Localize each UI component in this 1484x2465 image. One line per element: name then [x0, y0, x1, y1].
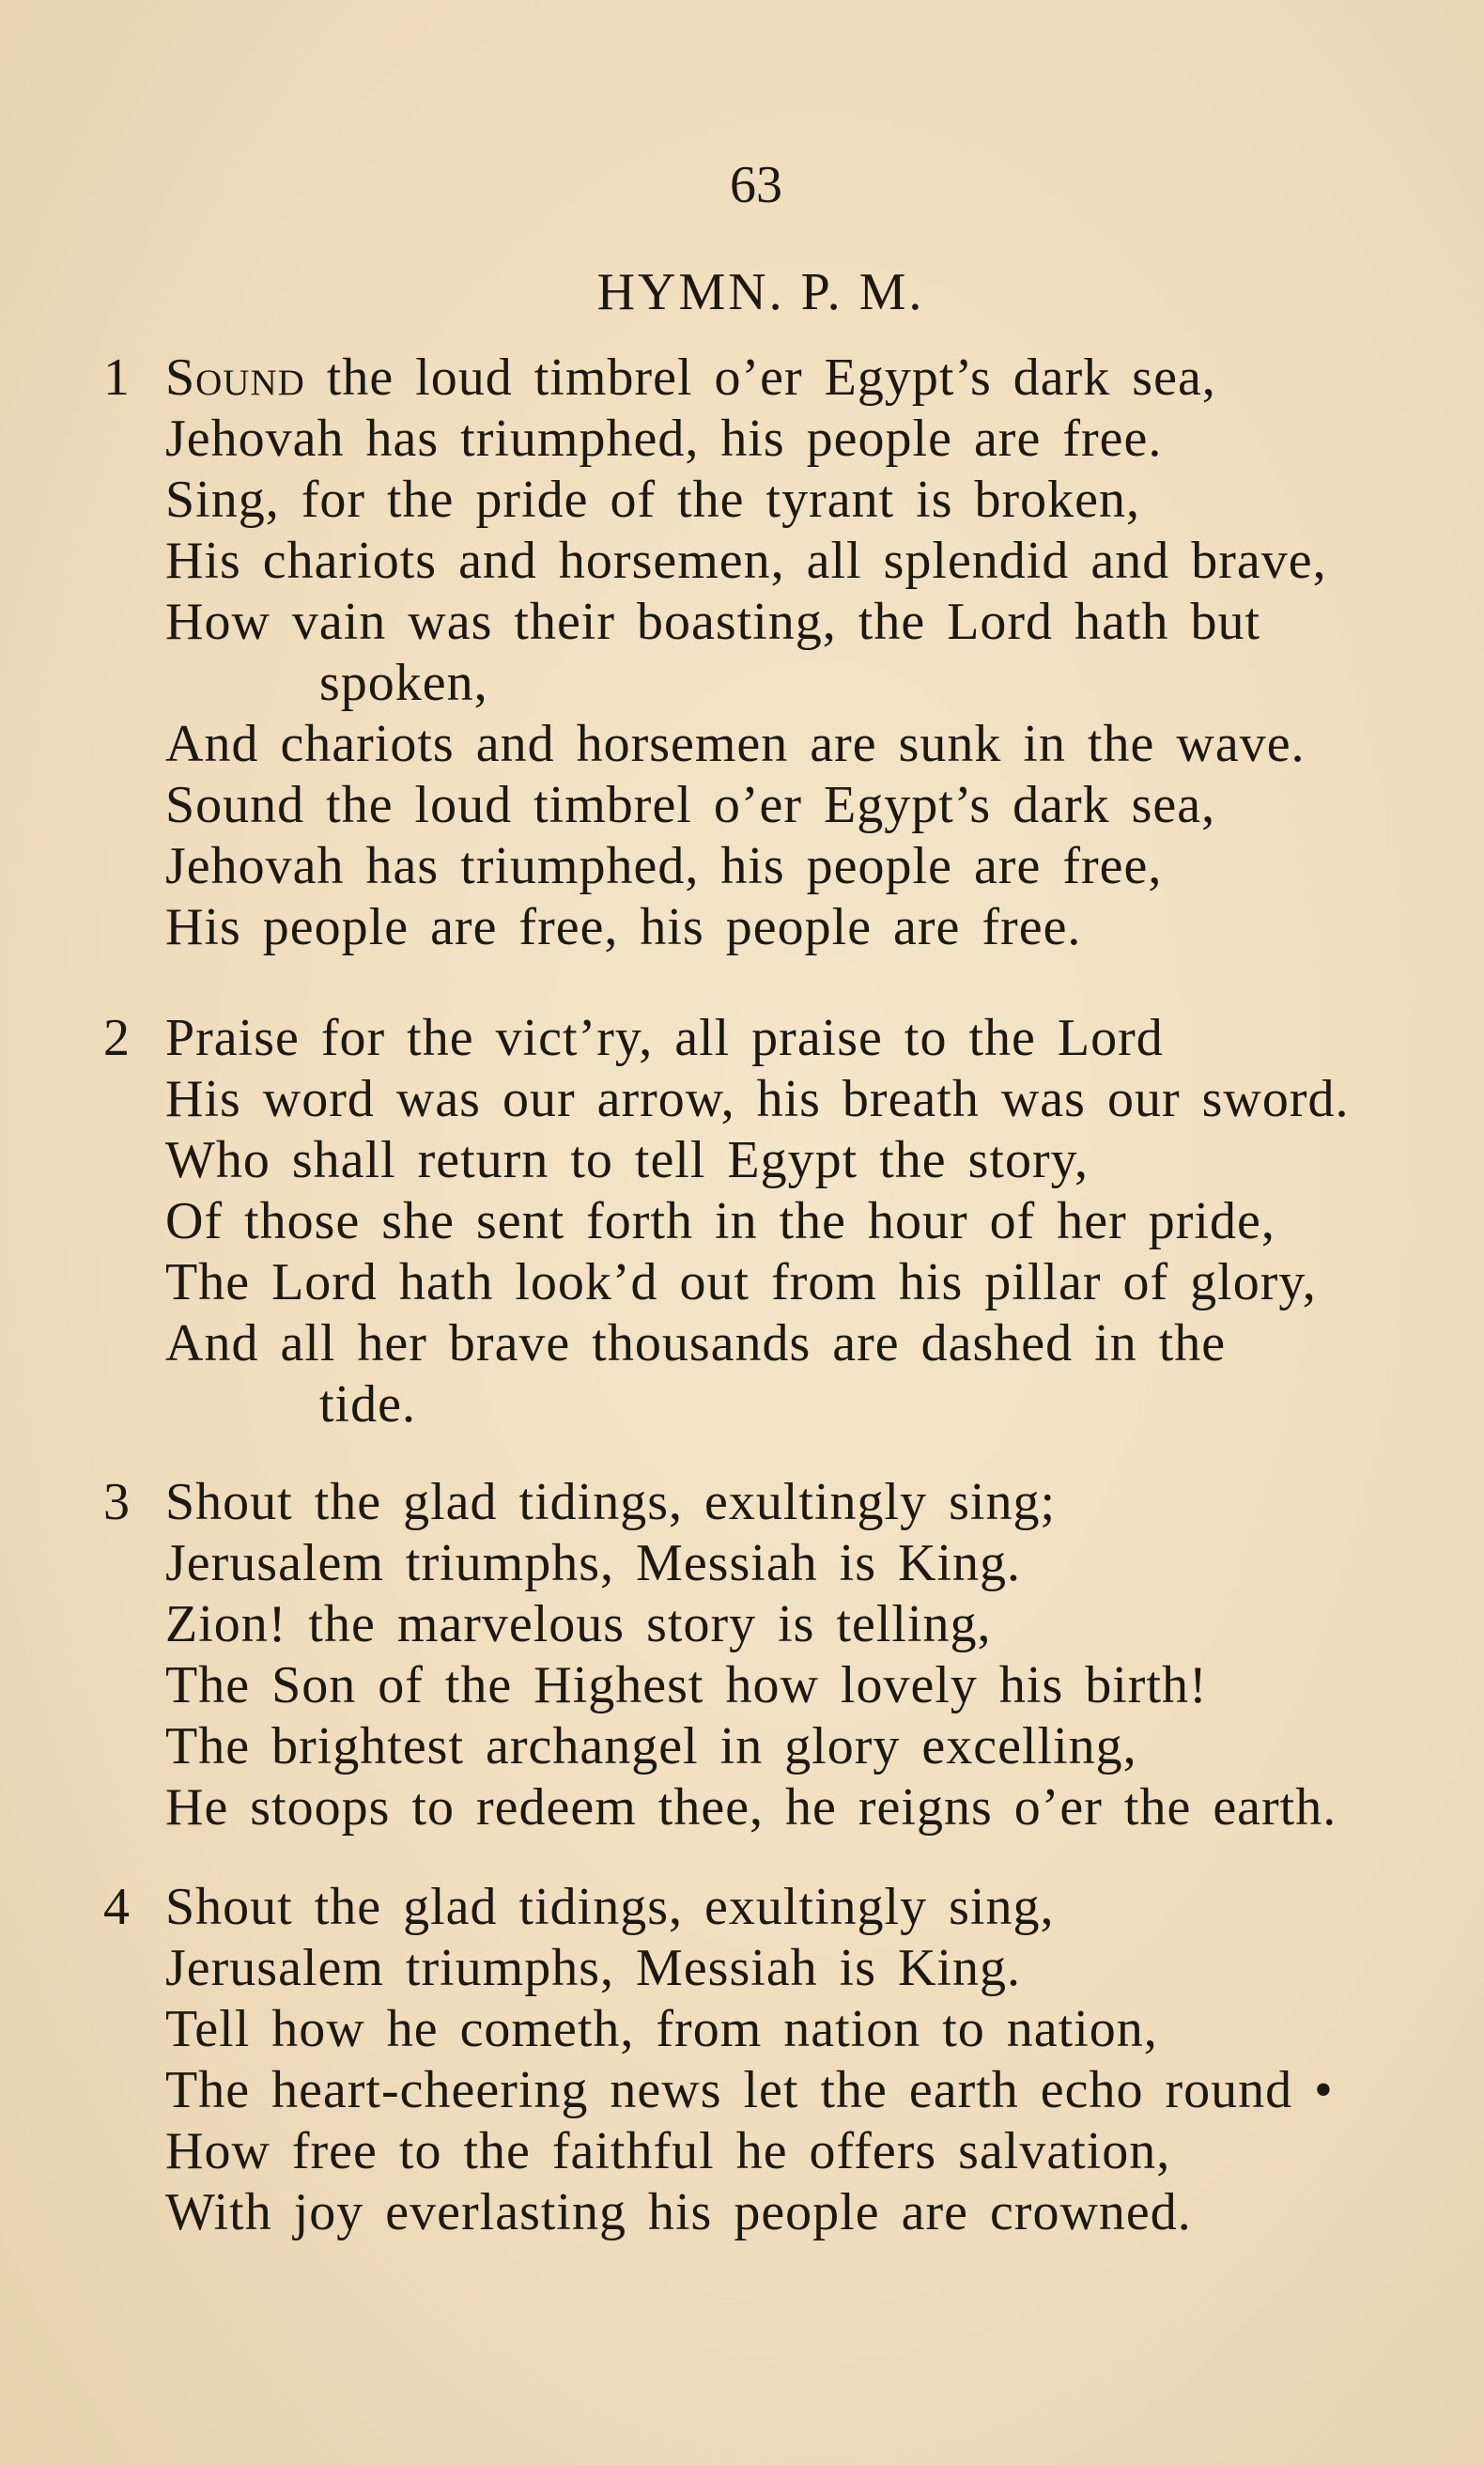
verse-line-continuation: spoken,	[319, 654, 488, 712]
verse-line: The brightest archangel in glory excelling,	[165, 1717, 1137, 1775]
verse-line: Shout the glad tidings, exultingly sing;	[165, 1473, 1056, 1531]
verse-line: And all her brave thousands are dashed in the	[165, 1314, 1227, 1372]
verse-line: Jerusalem triumphs, Messiah is King.	[165, 1939, 1022, 1997]
page-number: 63	[730, 156, 782, 214]
verse-line: The Son of the Highest how lovely his birth!	[165, 1656, 1208, 1714]
verse-line: His people are free, his people are free.	[165, 898, 1082, 956]
verse-line: He stoops to redeem thee, he reigns o’er the earth.	[165, 1778, 1337, 1837]
stanza-number: 4	[103, 1878, 130, 1936]
verse-line: The Lord hath look’d out from his pillar of glory,	[165, 1253, 1317, 1311]
first-line-rest: the loud timbrel o’er Egypt’s dark sea,	[304, 349, 1216, 407]
verse-line: His chariots and horsemen, all splendid and brave,	[165, 532, 1327, 590]
verse-line: Who shall return to tell Egypt the story,	[165, 1131, 1089, 1189]
verse-line: The heart-cheering news let the earth echo round •	[165, 2061, 1334, 2119]
verse-line	[165, 348, 1216, 409]
verse-line: And chariots and horsemen are sunk in the wave.	[165, 715, 1306, 773]
verse-line: Praise for the vict’ry, all praise to the Lord	[165, 1009, 1164, 1067]
verse-line: Zion! the marvelous story is telling,	[165, 1595, 992, 1653]
verse-line: Jehovah has triumphed, his people are free,	[165, 837, 1163, 895]
hymn-title: HYMN. P. M.	[596, 263, 925, 321]
verse-line: Sing, for the pride of the tyrant is broken,	[165, 471, 1141, 529]
stanza-number: 1	[103, 349, 130, 407]
verse-line-continuation: tide.	[319, 1375, 416, 1434]
verse-line: How vain was their boasting, the Lord hath but	[165, 593, 1261, 651]
verse-line: Sound the loud timbrel o’er Egypt’s dark sea,	[165, 776, 1216, 834]
verse-line: Of those she sent forth in the hour of her pride,	[165, 1192, 1275, 1250]
verse-line: Shout the glad tidings, exultingly sing,	[165, 1878, 1055, 1936]
first-word: Sound	[165, 349, 305, 407]
verse-line: Tell how he cometh, from nation to nation,	[165, 2000, 1158, 2058]
verse-line: Jehovah has triumphed, his people are free.	[165, 410, 1163, 468]
stanza-number: 2	[103, 1009, 130, 1067]
verse-line: With joy everlasting his people are crowned.	[165, 2183, 1192, 2241]
verse-line: Jerusalem triumphs, Messiah is King.	[165, 1534, 1022, 1592]
verse-line: His word was our arrow, his breath was our sword.	[165, 1070, 1350, 1128]
verse-line: How free to the faithful he offers salvation,	[165, 2122, 1171, 2180]
stanza-number: 3	[103, 1473, 130, 1531]
